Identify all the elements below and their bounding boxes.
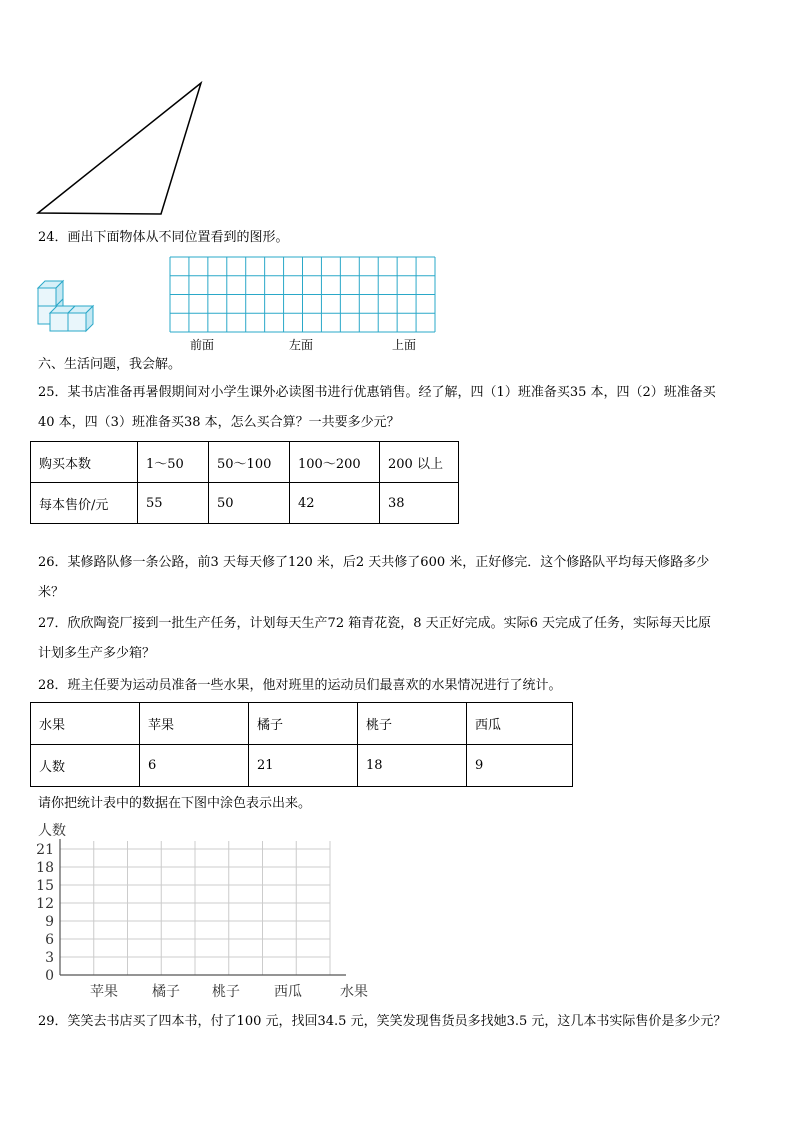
front-view-label: 前面 (190, 338, 215, 352)
section-6-heading: 六、生活问题，我会解。 (38, 357, 182, 372)
table-cell: 50～100 (209, 442, 290, 483)
table-row (31, 442, 459, 483)
table-cell: 200 以上 (380, 442, 459, 483)
question-25-line1: 25．某书店准备再暑假期间对小学生课外必读图书进行优惠销售。经了解，四（1）班准备买35 本，四（2）班准备买 (38, 385, 716, 400)
table-cell: 购买本数 (31, 442, 138, 483)
question-26-line1: 26．某修路队修一条公路，前3 天每天修了120 米，后2 天共修了600 米，正好修完．这个修路队平均每天修路多少 (38, 555, 710, 570)
table-row (31, 703, 573, 745)
y-tick-label: 0 (45, 968, 54, 984)
table-cell: 每本售价/元 (31, 483, 138, 524)
table-cell: 55 (138, 483, 209, 524)
x-tick-label: 桃子 (212, 984, 240, 1000)
table-cell: 9 (467, 745, 573, 787)
fruit-bar-chart[interactable] (28, 818, 378, 1002)
table-cell: 21 (249, 745, 358, 787)
question-24-text: 24．画出下面物体从不同位置看到的图形。 (38, 230, 289, 245)
x-axis-title: 水果 (340, 984, 368, 1000)
y-tick-label: 21 (36, 842, 54, 858)
question-25-line2: 40 本，四（3）班准备买38 本，怎么买合算？一共要多少元？ (38, 415, 400, 430)
table-cell: 人数 (31, 745, 140, 787)
triangle-shape (38, 83, 201, 214)
table-cell: 苹果 (140, 703, 249, 745)
question-26-line2: 米？ (38, 585, 65, 600)
y-tick-label: 3 (45, 950, 54, 966)
table-cell: 18 (358, 745, 467, 787)
y-tick-label: 6 (45, 932, 54, 948)
y-tick-label: 9 (45, 914, 54, 930)
table-row (31, 483, 459, 524)
table-cell: 桃子 (358, 703, 467, 745)
question-27-line1: 27．欣欣陶瓷厂接到一批生产任务，计划每天生产72 箱青花瓷，8 天正好完成。实际6 天完成了任务，实际每天比原 (38, 616, 712, 631)
table-cell: 1～50 (138, 442, 209, 483)
question-27-line2: 计划多生产多少箱？ (38, 646, 156, 661)
table-cell: 橘子 (249, 703, 358, 745)
y-axis-title: 人数 (38, 823, 66, 839)
question-29-text: 29．笑笑去书店买了四本书，付了100 元，找回34.5 元，笑笑发现售货员多找她3.5 元，这几本书实际售价是多少元？ (38, 1014, 727, 1029)
table-cell: 38 (380, 483, 459, 524)
question-28-text: 28．班主任要为运动员准备一些水果，他对班里的运动员们最喜欢的水果情况进行了统计。 (38, 678, 562, 693)
table-row (31, 745, 573, 787)
y-tick-label: 15 (36, 878, 54, 894)
x-tick-label: 苹果 (90, 984, 118, 1000)
question-28-instruction: 请你把统计表中的数据在下图中涂色表示出来。 (38, 796, 312, 811)
table-cell: 50 (209, 483, 290, 524)
x-tick-label: 西瓜 (274, 984, 302, 1000)
cube-stack-figure (36, 278, 100, 334)
view-drawing-grid[interactable] (169, 256, 437, 334)
table-cell: 水果 (31, 703, 140, 745)
fruit-table (30, 702, 573, 787)
x-tick-label: 橘子 (152, 984, 180, 1000)
table-cell: 6 (140, 745, 249, 787)
table-cell: 42 (290, 483, 380, 524)
y-tick-label: 18 (36, 860, 54, 876)
left-view-label: 左面 (289, 338, 314, 352)
table-cell: 100～200 (290, 442, 380, 483)
triangle-figure (30, 76, 210, 218)
table-cell: 西瓜 (467, 703, 573, 745)
top-view-label: 上面 (392, 338, 417, 352)
y-tick-label: 12 (36, 896, 54, 912)
price-table (30, 441, 459, 524)
